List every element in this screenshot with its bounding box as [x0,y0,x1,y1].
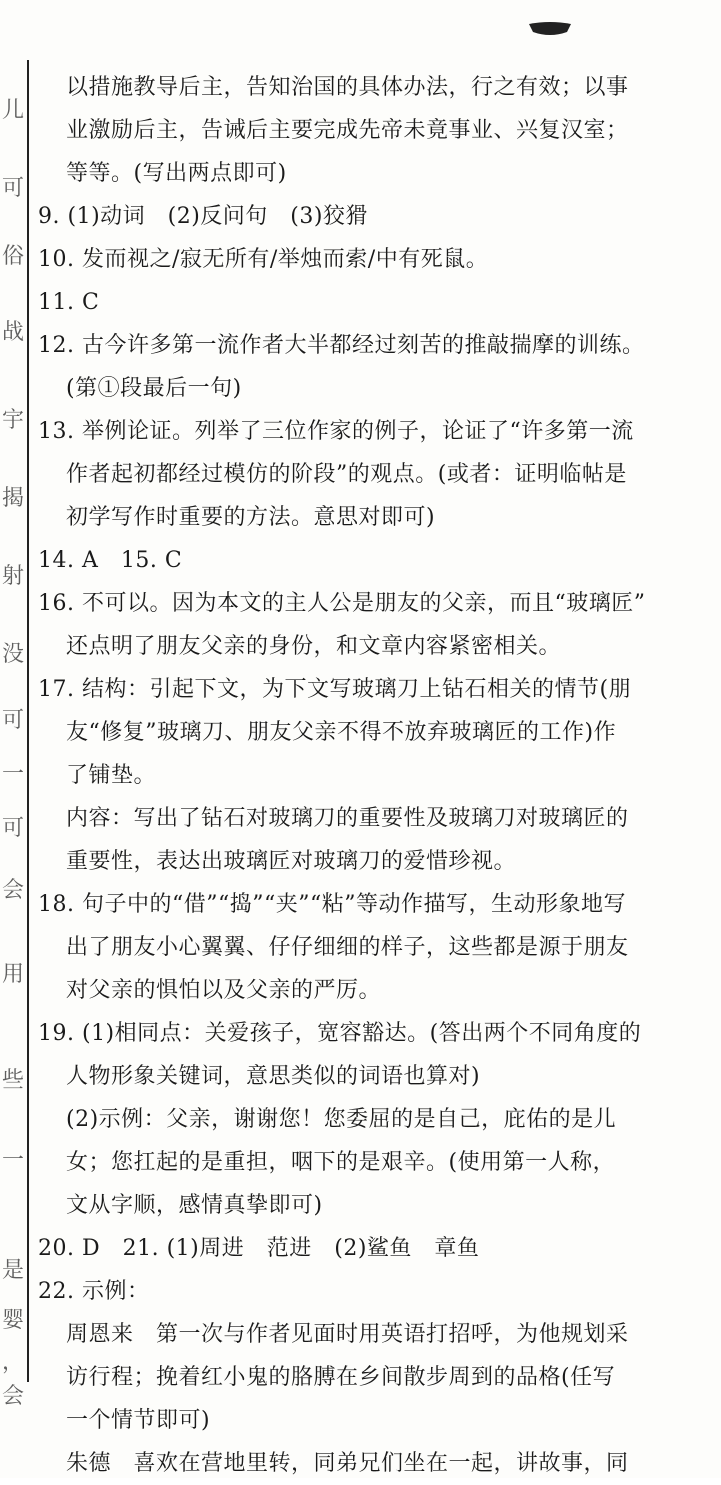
margin-char: 射 [2,564,25,589]
text-line: 人物形象关键词，意思类似的词语也算对) [66,1064,481,1089]
margin-char: 揭 [2,486,25,511]
margin-char: 用 [2,962,25,987]
margin-char: 可 [2,708,25,733]
text-line: 还点明了朋友父亲的身份，和文章内容紧密相关。 [66,634,562,659]
text-line: 10. 发而视之/寂无所有/举烛而索/中有死鼠。 [38,247,489,272]
text-line: 18. 句子中的“借”“捣”“夹”“粘”等动作描写，生动形象地写 [38,892,626,917]
margin-char: 一 [2,762,25,787]
text-line: 17. 结构：引起下文，为下文写玻璃刀上钻石相关的情节(朋 [38,677,632,702]
text-line: 14. A 15. C [38,548,183,573]
page-edge-mark [527,20,573,38]
text-line: 访行程；挽着红小鬼的胳膊在乡间散步周到的品格(任写 [66,1365,616,1390]
left-margin-fragments [0,60,25,1409]
text-line: 对父亲的惧怕以及父亲的严厉。 [66,978,382,1003]
text-line: 初学写作时重要的方法。意思对即可) [66,505,436,530]
margin-char: 婴 [2,1308,25,1333]
text-line: 了铺垫。 [66,763,157,788]
margin-char: 是 [2,1258,25,1283]
text-line: 作者起初都经过模仿的阶段”的观点。(或者：证明临帖是 [66,462,627,487]
margin-char: ， [2,1350,25,1375]
text-line: (2)示例：父亲，谢谢您！您委屈的是自己，庇佑的是儿 [66,1107,617,1132]
column-rule [27,60,29,1382]
margin-char: 儿 [2,98,25,123]
text-line: 以措施教导后主，告知治国的具体办法，行之有效；以事 [66,75,629,100]
margin-char: 些 [2,1068,25,1093]
margin-char: 会 [2,878,25,903]
text-line: 一个情节即可) [66,1408,211,1433]
text-line: 内容：写出了钻石对玻璃刀的重要性及玻璃刀对玻璃匠的 [66,806,629,831]
text-line: 22. 示例： [38,1279,150,1304]
text-line: 9. (1)动词 (2)反问句 (3)狡猾 [38,204,368,229]
text-line: 女；您扛起的是重担，咽下的是艰辛。(使用第一人称， [66,1150,616,1175]
text-line: 20. D 21. (1)周进 范进 (2)鲨鱼 章鱼 [38,1236,480,1261]
margin-char: 战 [2,320,25,345]
text-line: 16. 不可以。因为本文的主人公是朋友的父亲，而且“玻璃匠” [38,591,646,616]
text-line: 朱德 喜欢在营地里转，同弟兄们坐在一起，讲故事，同 [66,1451,629,1476]
margin-char: 一 [2,1148,25,1173]
text-line: 19. (1)相同点：关爱孩子，宽容豁达。(答出两个不同角度的 [38,1021,642,1046]
margin-char: 可 [2,176,25,201]
margin-char: 没 [2,642,25,667]
text-line: 周恩来 第一次与作者见面时用英语打招呼，为他规划采 [66,1322,629,1347]
margin-char: 会 [2,1384,25,1409]
text-line: 文从字顺，感情真挚即可) [66,1193,323,1218]
text-line: 出了朋友小心翼翼、仔仔细细的样子，这些都是源于朋友 [66,935,629,960]
text-line: 等等。(写出两点即可) [66,161,287,186]
text-line: 业激励后主，告诫后主要完成先帝未竟事业、兴复汉室； [66,118,629,143]
margin-char: 宇 [2,408,25,433]
text-line: (第①段最后一句) [66,376,242,401]
text-line: 11. C [38,290,100,315]
text-line: 友“修复”玻璃刀、朋友父亲不得不放弃玻璃匠的工作)作 [66,720,617,745]
text-line: 13. 举例论证。列举了三位作家的例子，论证了“许多第一流 [38,419,634,444]
answer-text [38,66,678,1485]
margin-char: 俗 [2,244,25,269]
text-line: 12. 古今许多第一流作者大半都经过刻苦的推敲揣摩的训练。 [38,333,645,358]
text-line: 重要性，表达出玻璃匠对玻璃刀的爱惜珍视。 [66,849,517,874]
margin-char: 可 [2,816,25,841]
